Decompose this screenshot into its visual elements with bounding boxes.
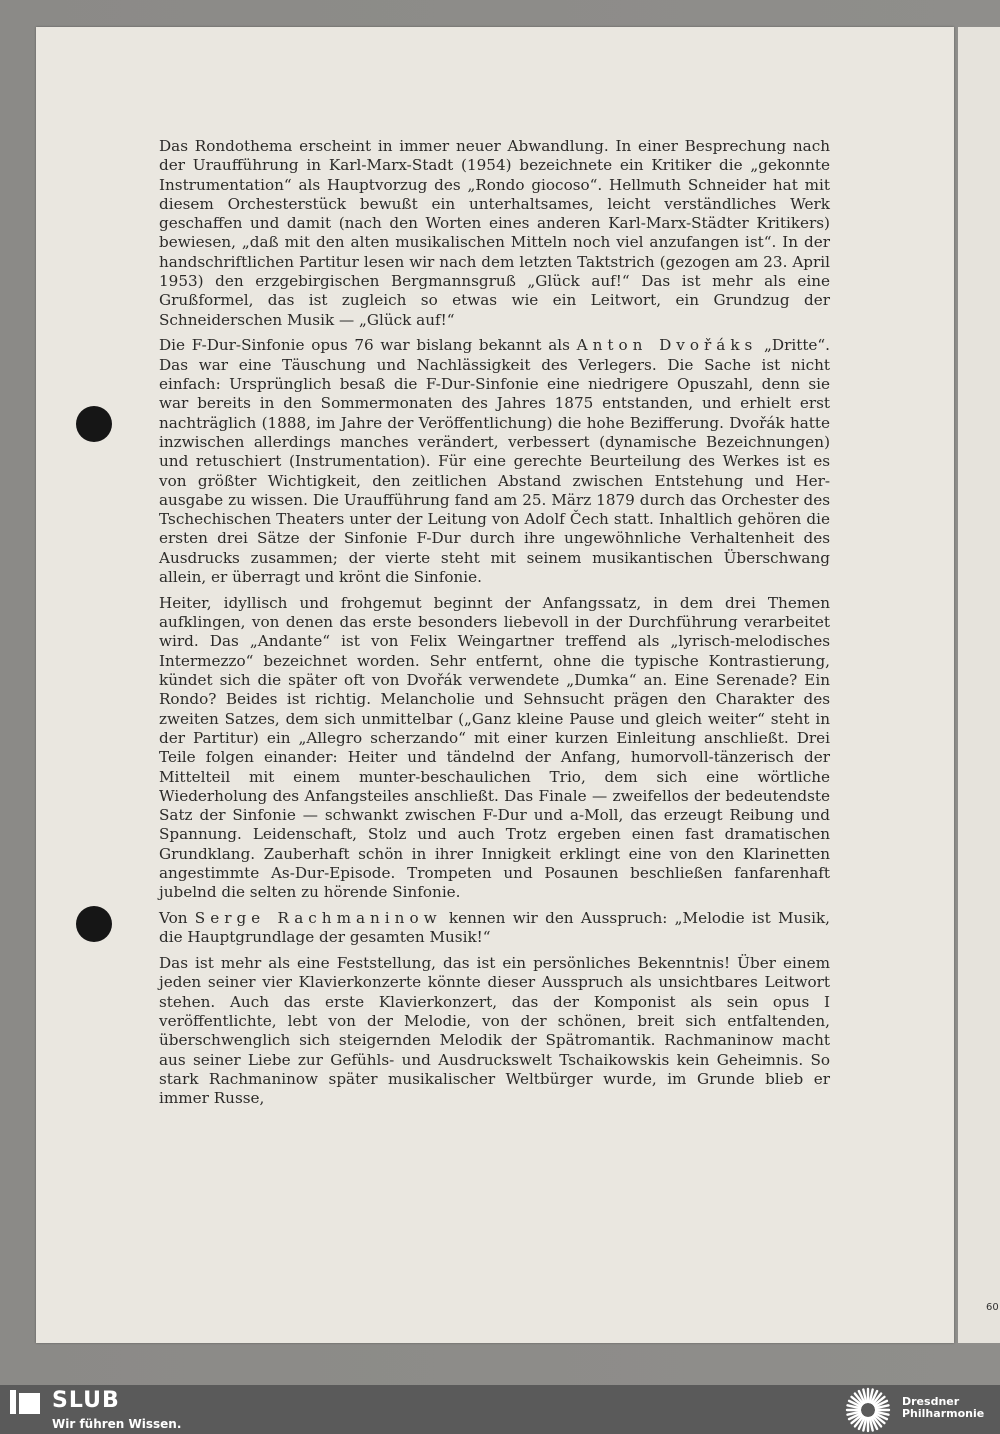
slub-claim: Wir führen Wissen. [52, 1417, 182, 1431]
punch-hole-bottom [76, 906, 112, 942]
paragraph-text: Heiter, idyllisch und frohgemut beginnt der Anfangssatz, in dem drei Themen aufklingen, von denen das erste besonders liebevoll in der Durchführung verarbeitet wird. Das „Andante“ ist von Felix Weingartner treffend als „lyrisch-melodisches Intermezzo“ bezeichnet worden. Sehr entfernt, ohne die typische Kontrastierung, kündet sich die später oft von Dvořák verwendete „Dumka“ an. Eine Serenade? Ein Rondo? Beides ist richtig. Melancholie und Sehnsucht prägen den Charakter des zweiten Satzes, dem sich unmittelbar („Ganz kleine Pause und gleich weiter“ steht in der Partitur) ein „Allegro scherzando“ mit einer kurzen Einleitung anschließt. Drei Teile folgen einander: Heiter und tändelnd der Anfang, humorvoll-tänzerisch der Mittelteil mit einem munter-beschaulichen Trio, dem sich eine wörtliche Wiederholung des Anfangsteiles anschließt. Das Finale — zweifellos der bedeutendste Satz der Sinfonie — schwankt zwischen F-Dur und a-Moll, das erzeugt Reibung und Spannung. Leidenschaft, Stolz und auch Trotz ergeben einen fast dramatischen Grundklang. Zauberhaft schön in ihrer Innigkeit erklingt eine von den Klarinetten angestimmte As-Dur-Episode. Trompeten und Posaunen beschließen fanfarenhaft jubelnd die selten zu hörende Sinfonie. [159, 593, 830, 902]
paragraph-text: Das ist mehr als eine Feststellung, das ist ein persönliches Bekenntnis! Über einem jeden seiner vier Klavierkonzerte könnte dieser Ausspruch als unsichtbares Leitwort stehen. Auch das erste Klavierkonzert, das der Komponist als sein opus I veröffentlichte, lebt von der Melodie, von der schönen, breit sich entfaltenden, überschwenglich sich steigernden Melodik der Spätromantik. Rachmaninow macht aus seiner Liebe zur Gefühls- und Ausdruckswelt Tschaikowskis kein Geheimnis. So stark Rachmaninow später musikalischer Weltbürger wurde, im Grunde blieb er immer Russe, [159, 954, 830, 1108]
dresdner-philharmonie-line1: Dresdner [902, 1395, 960, 1408]
page-number: 60 [986, 1302, 999, 1313]
paragraph-text: „Dritte“. Das war eine Täuschung und Nachlässigkeit des Verlegers. Die Sache ist nicht einfach: Ursprünglich besaß die F-Dur-Sinfonie eine niedrigere Opuszahl, denn sie war bereits in den Sommermonaten des Jahres 1875 entstanden, und erhielt erst nachträglich (1888, im Jahre der Veröffentlichung) die hohe Bezifferung. Dvořák hatte inzwischen allerdings manches verändert, verbessert (dynamische Bezeichnungen) und retuschiert (Instrumentation). Für eine gerechte Beurteilung des Werkes ist es von größter Wichtigkeit, den zeitlichen Abstand zwischen Entstehung und Herausgabe zu wissen. Die Uraufführung fand am 25. März 1879 durch das Orchester des Tschechischen Theaters unter der Leitung von Adolf Čech statt. Inhaltlich gehören die ersten drei Sätze der Sinfonie F-Dur durch ihre ungewöhnliche Verhaltenheit des Ausdrucks zusammen; der vierte steht mit seinem musikantischen Überschwang allein, er überragt und krönt die Sinfonie. [159, 336, 830, 587]
paragraph [159, 137, 830, 330]
paragraph [159, 594, 830, 903]
punch-hole-top [76, 406, 112, 442]
dresdner-philharmonie-logo-icon [843, 1387, 893, 1433]
spaced-name: Anton Dvořáks [576, 336, 758, 355]
body-text [159, 137, 830, 1115]
spaced-name: Serge Rachmaninow [194, 909, 442, 928]
paragraph [159, 336, 830, 587]
paragraph-text: Die F-Dur-Sinfonie opus 76 war bislang bekannt als [159, 336, 577, 355]
paragraph [159, 954, 830, 1108]
paragraph-text: Von [159, 909, 195, 928]
slub-name[interactable]: SLUB [52, 1388, 120, 1413]
paragraph-text: kennen wir den Ausspruch: „Melodie ist Musik, die Hauptgrundlage der gesamten Musik!“ [159, 909, 830, 947]
dresdner-philharmonie-name[interactable] [902, 1396, 984, 1420]
paragraph [159, 909, 830, 948]
paragraph-text: Das Rondothema erscheint in immer neuer Abwandlung. In einer Besprechung nach der Uraufführung in Karl-Marx-Stadt (1954) bezeichnete ein Kritiker die „gekonnte Instrumentation“ als Hauptvorzug des „Rondo giocoso“. Hellmuth Schneider hat mit diesem Orchesterstück bewußt ein unterhaltsames, leicht verständliches Werk geschaffen und damit (nach den Worten eines anderen Karl-Marx-Städter Kritikers) bewiesen, „daß mit den alten musikalischen Mitteln noch viel anzufangen ist“. In der handschriftlichen Partitur lesen wir nach dem letzten Taktstrich (gezogen am 23. April 1953) den erzgebirgischen Bergmannsgruß „Glück auf!“ Das ist mehr als eine Grußformel, das ist zugleich so etwas wie ein Leitwort, ein Grundzug der Schneiderschen Musik — „Glück auf!“ [159, 137, 830, 329]
dresdner-philharmonie-line2: Philharmonie [902, 1407, 985, 1420]
slub-logo-icon [10, 1390, 40, 1414]
next-page-edge [958, 27, 1000, 1343]
